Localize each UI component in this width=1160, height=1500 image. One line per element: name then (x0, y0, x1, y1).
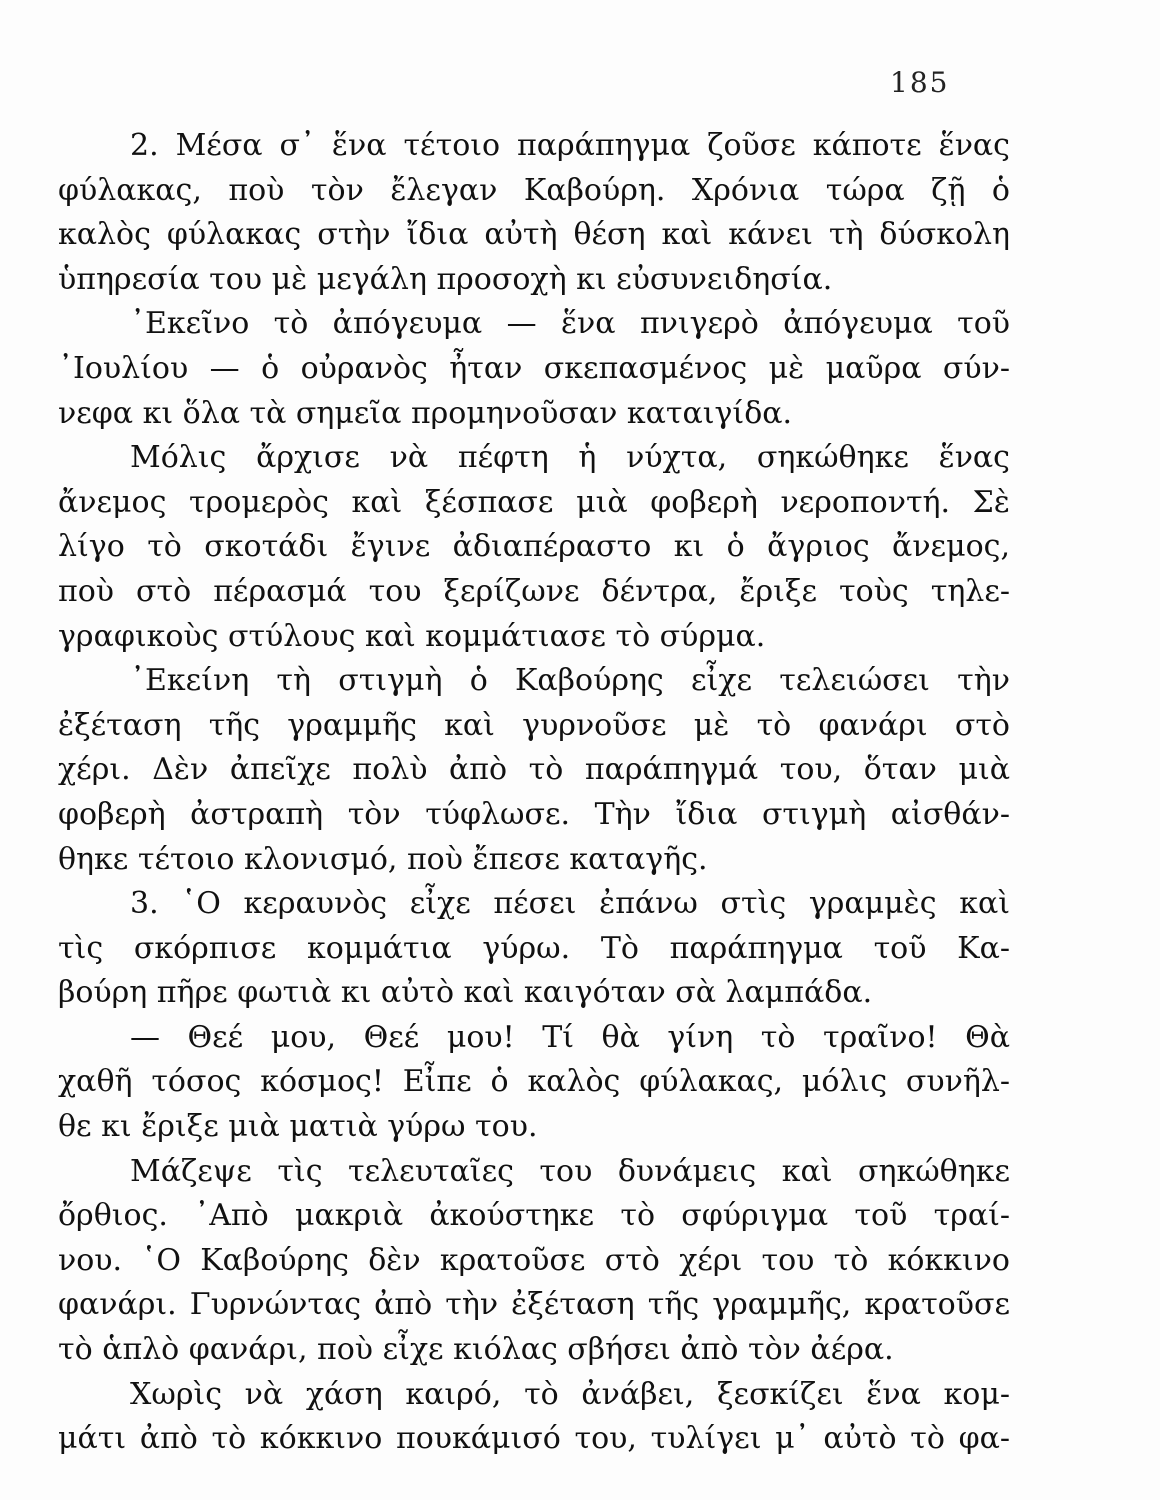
text-line: ᾿Εκείνη τὴ στιγμὴ ὁ Καβούρης εἶχε τελειώσει τὴν (130, 663, 1010, 699)
text-line: φοβερὴ ἀστραπὴ τὸν τύφλωσε. Τὴν ἴδια στιγμὴ αἰσθάν- (58, 796, 1010, 832)
text-line: ποὺ στὸ πέρασμά του ξερίζωνε δέντρα, ἔριξε τοὺς τηλε- (58, 573, 1010, 609)
text-line: θηκε τέτοιο κλονισμό, ποὺ ἔπεσε καταγῆς. (58, 841, 708, 877)
text-line: ὄρθιος. ᾿Απὸ μακριὰ ἀκούστηκε τὸ σφύριγμα τοῦ τραί- (58, 1198, 1010, 1234)
text-line: Μόλις ἄρχισε νὰ πέφτη ἡ νύχτα, σηκώθηκε ἕνας (130, 440, 1010, 476)
page-number: 185 (890, 66, 950, 99)
text-line: νεφα κι ὅλα τὰ σημεῖα προμηνοῦσαν καταιγίδα. (58, 395, 793, 431)
text-line: 2. Μέσα σ᾿ ἕνα τέτοιο παράπηγμα ζοῦσε κάποτε ἕνας (130, 128, 1010, 163)
text-line: — Θεέ μου, Θεέ μου! Τί θὰ γίνη τὸ τραῖνο! Θὰ (130, 1019, 1010, 1055)
text-line: λίγο τὸ σκοτάδι ἔγινε ἀδιαπέραστο κι ὁ ἄγριος ἄνεμος, (58, 529, 1010, 565)
text-line: καλὸς φύλακας στὴν ἴδια αὐτὴ θέση καὶ κάνει τὴ δύσκολη (58, 217, 1010, 253)
text-line: φύλακας, ποὺ τὸν ἔλεγαν Καβούρη. Χρόνια τώρα ζῇ ὁ (58, 172, 1010, 208)
text-line: φανάρι. Γυρνώντας ἀπὸ τὴν ἐξέταση τῆς γραμμῆς, κρατοῦσε (58, 1287, 1010, 1323)
text-line: βούρη πῆρε φωτιὰ κι αὐτὸ καὶ καιγόταν σὰ λαμπάδα. (58, 975, 873, 1011)
text-line: χαθῆ τόσος κόσμος! Εἶπε ὁ καλὸς φύλακας, μόλις συνῆλ- (58, 1064, 1010, 1100)
text-line: χέρι. Δὲν ἀπεῖχε πολὺ ἀπὸ τὸ παράπηγμά του, ὅταν μιὰ (58, 752, 1010, 788)
text-line: νου. ῾Ο Καβούρης δὲν κρατοῦσε στὸ χέρι του τὸ κόκκινο (58, 1242, 1010, 1278)
text-line: ἐξέταση τῆς γραμμῆς καὶ γυρνοῦσε μὲ τὸ φανάρι στὸ (58, 707, 1010, 743)
text-line: μάτι ἀπὸ τὸ κόκκινο πουκάμισό του, τυλίγει μ᾿ αὐτὸ τὸ φα- (58, 1421, 1010, 1457)
text-line: τὸ ἁπλὸ φανάρι, ποὺ εἶχε κιόλας σβήσει ἀπὸ τὸν ἀέρα. (58, 1332, 894, 1368)
text-line: ὑπηρεσία του μὲ μεγάλη προσοχὴ κι εὐσυνειδησία. (58, 261, 833, 297)
text-line: ᾿Ιουλίου — ὁ οὐρανὸς ἦταν σκεπασμένος μὲ μαῦρα σύν- (58, 350, 1010, 386)
body-text (58, 124, 1010, 1462)
text-line: ᾿Εκεῖνο τὸ ἀπόγευμα — ἕνα πνιγερὸ ἀπόγευμα τοῦ (130, 306, 1010, 342)
text-line: τὶς σκόρπισε κομμάτια γύρω. Τὸ παράπηγμα τοῦ Κα- (58, 930, 1010, 966)
text-line: γραφικοὺς στύλους καὶ κομμάτιασε τὸ σύρμα. (58, 618, 766, 654)
text-line: Μάζεψε τὶς τελευταῖες του δυνάμεις καὶ σηκώθηκε (130, 1153, 1010, 1189)
text-line: θε κι ἔριξε μιὰ ματιὰ γύρω του. (58, 1109, 538, 1145)
text-line: Χωρὶς νὰ χάση καιρό, τὸ ἀνάβει, ξεσκίζει ἕνα κομ- (130, 1376, 1010, 1412)
text-line: 3. ῾Ο κεραυνὸς εἶχε πέσει ἐπάνω στὶς γραμμὲς καὶ (130, 886, 1010, 922)
text-line: ἄνεμος τρομερὸς καὶ ξέσπασε μιὰ φοβερὴ νεροποντή. Σὲ (58, 484, 1010, 520)
